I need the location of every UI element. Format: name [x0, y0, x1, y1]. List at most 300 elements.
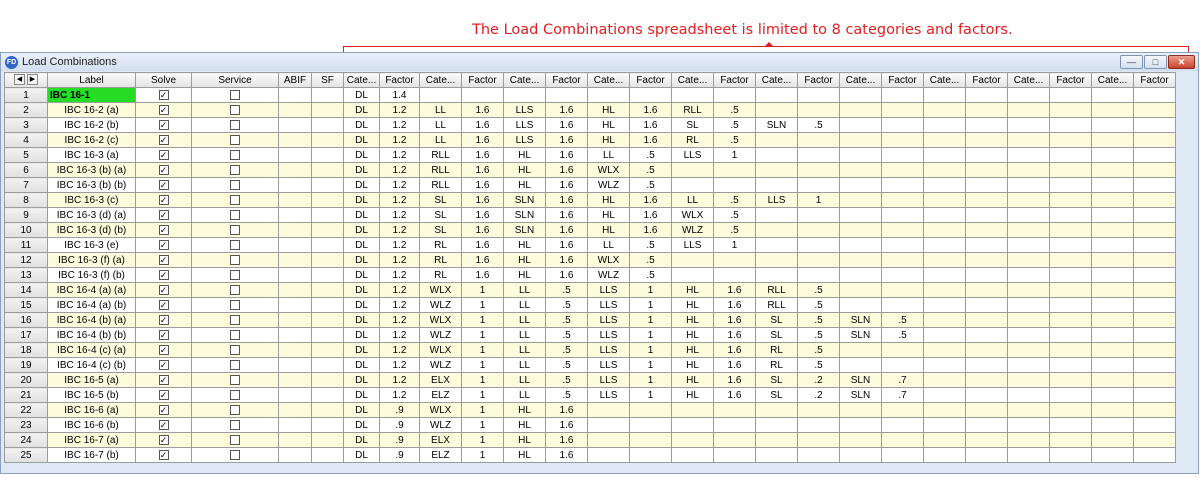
category-cell[interactable]: HL: [504, 178, 546, 193]
factor-cell[interactable]: 1.2: [380, 253, 420, 268]
column-header[interactable]: SF: [312, 73, 344, 88]
column-header[interactable]: Factor: [462, 73, 504, 88]
category-cell[interactable]: LLS: [588, 343, 630, 358]
factor-cell[interactable]: 1.2: [380, 208, 420, 223]
factor-cell[interactable]: 1.6: [462, 178, 504, 193]
factor-cell[interactable]: .5: [798, 118, 840, 133]
factor-cell[interactable]: 1.6: [714, 313, 756, 328]
factor-cell[interactable]: .5: [714, 103, 756, 118]
label-cell[interactable]: IBC 16-3 (b) (a): [48, 163, 136, 178]
category-cell[interactable]: HL: [504, 403, 546, 418]
category-cell[interactable]: [840, 403, 882, 418]
factor-cell[interactable]: [630, 403, 672, 418]
factor-cell[interactable]: [714, 433, 756, 448]
category-cell[interactable]: [1092, 313, 1134, 328]
sf-cell[interactable]: [312, 313, 344, 328]
column-header[interactable]: Service: [192, 73, 279, 88]
factor-cell[interactable]: [798, 223, 840, 238]
sf-cell[interactable]: [312, 388, 344, 403]
sf-cell[interactable]: [312, 163, 344, 178]
factor-cell[interactable]: [1050, 148, 1092, 163]
factor-cell[interactable]: [966, 118, 1008, 133]
factor-cell[interactable]: [1050, 448, 1092, 463]
label-cell[interactable]: IBC 16-4 (c) (a): [48, 343, 136, 358]
category-cell[interactable]: [504, 88, 546, 103]
factor-cell[interactable]: [966, 163, 1008, 178]
factor-cell[interactable]: [798, 403, 840, 418]
factor-cell[interactable]: [1134, 103, 1176, 118]
category-cell[interactable]: [1092, 103, 1134, 118]
factor-cell[interactable]: 1: [462, 403, 504, 418]
abif-cell[interactable]: [279, 253, 312, 268]
factor-cell[interactable]: [1134, 358, 1176, 373]
category-cell[interactable]: [1092, 448, 1134, 463]
category-cell[interactable]: [924, 88, 966, 103]
sf-cell[interactable]: [312, 268, 344, 283]
label-cell[interactable]: IBC 16-3 (c): [48, 193, 136, 208]
label-cell[interactable]: IBC 16-4 (b) (b): [48, 328, 136, 343]
service-checkbox[interactable]: [230, 285, 240, 295]
column-header[interactable]: Factor: [798, 73, 840, 88]
factor-cell[interactable]: 1.6: [546, 133, 588, 148]
category-cell[interactable]: [840, 163, 882, 178]
factor-cell[interactable]: [966, 328, 1008, 343]
category-cell[interactable]: [924, 193, 966, 208]
factor-cell[interactable]: .5: [630, 253, 672, 268]
factor-cell[interactable]: .9: [380, 418, 420, 433]
service-checkbox[interactable]: [230, 450, 240, 460]
factor-cell[interactable]: [1134, 388, 1176, 403]
abif-cell[interactable]: [279, 343, 312, 358]
factor-cell[interactable]: 1.6: [546, 433, 588, 448]
factor-cell[interactable]: 1.6: [630, 223, 672, 238]
category-cell[interactable]: DL: [344, 103, 380, 118]
column-header[interactable]: Solve: [136, 73, 192, 88]
category-cell[interactable]: [1008, 163, 1050, 178]
category-cell[interactable]: SL: [672, 118, 714, 133]
category-cell[interactable]: [1008, 238, 1050, 253]
category-cell[interactable]: LLS: [588, 328, 630, 343]
service-checkbox[interactable]: [230, 195, 240, 205]
factor-cell[interactable]: [882, 268, 924, 283]
factor-cell[interactable]: [882, 208, 924, 223]
factor-cell[interactable]: [966, 373, 1008, 388]
category-cell[interactable]: [1008, 448, 1050, 463]
factor-cell[interactable]: .5: [546, 358, 588, 373]
category-cell[interactable]: [840, 343, 882, 358]
label-cell[interactable]: IBC 16-3 (b) (b): [48, 178, 136, 193]
factor-cell[interactable]: [966, 358, 1008, 373]
abif-cell[interactable]: [279, 163, 312, 178]
category-cell[interactable]: [756, 163, 798, 178]
service-checkbox[interactable]: [230, 435, 240, 445]
solve-checkbox[interactable]: ✓: [159, 389, 168, 400]
factor-cell[interactable]: 1.2: [380, 103, 420, 118]
category-cell[interactable]: SLN: [840, 388, 882, 403]
category-cell[interactable]: DL: [344, 283, 380, 298]
column-header[interactable]: Factor: [546, 73, 588, 88]
label-cell[interactable]: IBC 16-2 (a): [48, 103, 136, 118]
factor-cell[interactable]: [1134, 163, 1176, 178]
factor-cell[interactable]: 1: [630, 358, 672, 373]
factor-cell[interactable]: 1.6: [462, 163, 504, 178]
category-cell[interactable]: HL: [672, 298, 714, 313]
service-checkbox[interactable]: [230, 405, 240, 415]
category-cell[interactable]: [840, 433, 882, 448]
solve-checkbox[interactable]: ✓: [159, 164, 168, 175]
factor-cell[interactable]: 1: [462, 448, 504, 463]
category-cell[interactable]: [1092, 343, 1134, 358]
solve-checkbox[interactable]: ✓: [159, 434, 168, 445]
category-cell[interactable]: DL: [344, 298, 380, 313]
abif-cell[interactable]: [279, 358, 312, 373]
factor-cell[interactable]: [714, 253, 756, 268]
factor-cell[interactable]: 1: [462, 283, 504, 298]
factor-cell[interactable]: [1134, 223, 1176, 238]
category-cell[interactable]: [840, 253, 882, 268]
service-checkbox[interactable]: [230, 345, 240, 355]
label-cell[interactable]: IBC 16-3 (f) (b): [48, 268, 136, 283]
factor-cell[interactable]: .9: [380, 403, 420, 418]
category-cell[interactable]: [756, 403, 798, 418]
factor-cell[interactable]: 1.6: [546, 403, 588, 418]
abif-cell[interactable]: [279, 223, 312, 238]
category-cell[interactable]: [924, 103, 966, 118]
factor-cell[interactable]: [1134, 418, 1176, 433]
category-cell[interactable]: LLS: [672, 148, 714, 163]
label-cell[interactable]: IBC 16-2 (c): [48, 133, 136, 148]
factor-cell[interactable]: [1134, 208, 1176, 223]
category-cell[interactable]: WLX: [672, 208, 714, 223]
category-cell[interactable]: WLX: [588, 163, 630, 178]
factor-cell[interactable]: 1.6: [462, 148, 504, 163]
category-cell[interactable]: [840, 103, 882, 118]
category-cell[interactable]: [1008, 223, 1050, 238]
category-cell[interactable]: LLS: [588, 358, 630, 373]
category-cell[interactable]: LLS: [756, 193, 798, 208]
maximize-button[interactable]: □: [1144, 55, 1167, 69]
solve-checkbox[interactable]: ✓: [159, 419, 168, 430]
category-cell[interactable]: LL: [672, 193, 714, 208]
category-cell[interactable]: [1008, 418, 1050, 433]
category-cell[interactable]: DL: [344, 343, 380, 358]
service-checkbox[interactable]: [230, 270, 240, 280]
factor-cell[interactable]: [714, 448, 756, 463]
category-cell[interactable]: [924, 313, 966, 328]
service-checkbox[interactable]: [230, 390, 240, 400]
factor-cell[interactable]: .5: [714, 118, 756, 133]
category-cell[interactable]: [1008, 403, 1050, 418]
category-cell[interactable]: RLL: [756, 283, 798, 298]
factor-cell[interactable]: .5: [798, 328, 840, 343]
factor-cell[interactable]: .2: [798, 388, 840, 403]
column-header[interactable]: Cate...: [420, 73, 462, 88]
row-number[interactable]: 1: [5, 88, 48, 103]
row-number[interactable]: 17: [5, 328, 48, 343]
solve-checkbox[interactable]: ✓: [159, 374, 168, 385]
row-number[interactable]: 19: [5, 358, 48, 373]
factor-cell[interactable]: .5: [546, 298, 588, 313]
minimize-button[interactable]: —: [1120, 55, 1143, 69]
category-cell[interactable]: [924, 298, 966, 313]
category-cell[interactable]: DL: [344, 148, 380, 163]
category-cell[interactable]: HL: [588, 193, 630, 208]
factor-cell[interactable]: [966, 208, 1008, 223]
category-cell[interactable]: [1092, 358, 1134, 373]
category-cell[interactable]: HL: [504, 163, 546, 178]
factor-cell[interactable]: [630, 418, 672, 433]
factor-cell[interactable]: [966, 448, 1008, 463]
factor-cell[interactable]: 1.2: [380, 133, 420, 148]
category-cell[interactable]: [924, 178, 966, 193]
factor-cell[interactable]: [798, 88, 840, 103]
abif-cell[interactable]: [279, 118, 312, 133]
category-cell[interactable]: DL: [344, 163, 380, 178]
row-number[interactable]: 5: [5, 148, 48, 163]
category-cell[interactable]: RLL: [420, 163, 462, 178]
category-cell[interactable]: [840, 148, 882, 163]
category-cell[interactable]: HL: [672, 343, 714, 358]
sf-cell[interactable]: [312, 433, 344, 448]
factor-cell[interactable]: [882, 343, 924, 358]
nav-next-button[interactable]: ▶: [27, 74, 38, 85]
category-cell[interactable]: [756, 268, 798, 283]
category-cell[interactable]: [924, 148, 966, 163]
category-cell[interactable]: [924, 133, 966, 148]
factor-cell[interactable]: .5: [630, 178, 672, 193]
category-cell[interactable]: LL: [504, 358, 546, 373]
sf-cell[interactable]: [312, 298, 344, 313]
category-cell[interactable]: DL: [344, 268, 380, 283]
category-cell[interactable]: HL: [672, 373, 714, 388]
factor-cell[interactable]: [966, 193, 1008, 208]
category-cell[interactable]: LL: [420, 118, 462, 133]
row-number[interactable]: 11: [5, 238, 48, 253]
column-header[interactable]: Cate...: [588, 73, 630, 88]
category-cell[interactable]: [840, 88, 882, 103]
category-cell[interactable]: SLN: [504, 208, 546, 223]
label-cell[interactable]: IBC 16-4 (a) (a): [48, 283, 136, 298]
category-cell[interactable]: [924, 358, 966, 373]
factor-cell[interactable]: 1.2: [380, 388, 420, 403]
abif-cell[interactable]: [279, 328, 312, 343]
label-cell[interactable]: IBC 16-3 (d) (a): [48, 208, 136, 223]
abif-cell[interactable]: [279, 373, 312, 388]
factor-cell[interactable]: 1: [462, 358, 504, 373]
factor-cell[interactable]: 1: [462, 418, 504, 433]
category-cell[interactable]: LLS: [588, 388, 630, 403]
abif-cell[interactable]: [279, 298, 312, 313]
category-cell[interactable]: [924, 283, 966, 298]
factor-cell[interactable]: [1134, 283, 1176, 298]
category-cell[interactable]: HL: [672, 358, 714, 373]
factor-cell[interactable]: 1.6: [714, 298, 756, 313]
factor-cell[interactable]: [1134, 118, 1176, 133]
label-cell[interactable]: IBC 16-3 (a): [48, 148, 136, 163]
factor-cell[interactable]: .5: [630, 163, 672, 178]
service-checkbox[interactable]: [230, 165, 240, 175]
service-checkbox[interactable]: [230, 240, 240, 250]
abif-cell[interactable]: [279, 178, 312, 193]
factor-cell[interactable]: .5: [882, 328, 924, 343]
row-number[interactable]: 9: [5, 208, 48, 223]
factor-cell[interactable]: [1134, 448, 1176, 463]
factor-cell[interactable]: 1.6: [630, 193, 672, 208]
category-cell[interactable]: HL: [588, 208, 630, 223]
factor-cell[interactable]: [1050, 343, 1092, 358]
category-cell[interactable]: ELZ: [420, 388, 462, 403]
label-cell[interactable]: IBC 16-3 (d) (b): [48, 223, 136, 238]
category-cell[interactable]: LLS: [504, 133, 546, 148]
category-cell[interactable]: RLL: [420, 178, 462, 193]
sf-cell[interactable]: [312, 208, 344, 223]
category-cell[interactable]: LL: [504, 373, 546, 388]
abif-cell[interactable]: [279, 208, 312, 223]
factor-cell[interactable]: [1134, 193, 1176, 208]
factor-cell[interactable]: [966, 268, 1008, 283]
category-cell[interactable]: [1092, 178, 1134, 193]
category-cell[interactable]: [672, 433, 714, 448]
category-cell[interactable]: RL: [420, 268, 462, 283]
label-cell[interactable]: IBC 16-6 (a): [48, 403, 136, 418]
factor-cell[interactable]: 1.2: [380, 313, 420, 328]
factor-cell[interactable]: .5: [714, 193, 756, 208]
category-cell[interactable]: WLZ: [420, 418, 462, 433]
category-cell[interactable]: [1008, 133, 1050, 148]
category-cell[interactable]: [924, 343, 966, 358]
category-cell[interactable]: SLN: [840, 313, 882, 328]
category-cell[interactable]: [1008, 358, 1050, 373]
factor-cell[interactable]: 1: [462, 388, 504, 403]
factor-cell[interactable]: [798, 418, 840, 433]
factor-cell[interactable]: .5: [546, 328, 588, 343]
factor-cell[interactable]: 1: [798, 193, 840, 208]
category-cell[interactable]: RL: [672, 133, 714, 148]
category-cell[interactable]: [924, 388, 966, 403]
factor-cell[interactable]: 1.6: [462, 208, 504, 223]
category-cell[interactable]: WLX: [420, 283, 462, 298]
category-cell[interactable]: [1092, 163, 1134, 178]
category-cell[interactable]: [588, 88, 630, 103]
column-header[interactable]: Cate...: [840, 73, 882, 88]
factor-cell[interactable]: [882, 433, 924, 448]
solve-checkbox[interactable]: ✓: [159, 269, 168, 280]
sf-cell[interactable]: [312, 148, 344, 163]
factor-cell[interactable]: [798, 163, 840, 178]
abif-cell[interactable]: [279, 433, 312, 448]
factor-cell[interactable]: [882, 88, 924, 103]
factor-cell[interactable]: [1050, 238, 1092, 253]
category-cell[interactable]: LL: [420, 103, 462, 118]
factor-cell[interactable]: [966, 403, 1008, 418]
factor-cell[interactable]: 1.6: [630, 118, 672, 133]
factor-cell[interactable]: .5: [546, 283, 588, 298]
factor-cell[interactable]: [882, 118, 924, 133]
solve-checkbox[interactable]: ✓: [159, 239, 168, 250]
factor-cell[interactable]: 1.2: [380, 328, 420, 343]
category-cell[interactable]: LL: [504, 388, 546, 403]
factor-cell[interactable]: [882, 133, 924, 148]
factor-cell[interactable]: [966, 88, 1008, 103]
factor-cell[interactable]: 1.6: [714, 343, 756, 358]
category-cell[interactable]: LL: [504, 328, 546, 343]
category-cell[interactable]: DL: [344, 88, 380, 103]
column-header[interactable]: Factor: [630, 73, 672, 88]
category-cell[interactable]: SLN: [504, 193, 546, 208]
category-cell[interactable]: LLS: [588, 283, 630, 298]
close-button[interactable]: ✕: [1168, 55, 1195, 69]
column-header[interactable]: Cate...: [672, 73, 714, 88]
category-cell[interactable]: WLZ: [588, 268, 630, 283]
category-cell[interactable]: WLX: [588, 253, 630, 268]
factor-cell[interactable]: [630, 88, 672, 103]
category-cell[interactable]: HL: [672, 328, 714, 343]
factor-cell[interactable]: [1050, 283, 1092, 298]
category-cell[interactable]: [840, 193, 882, 208]
category-cell[interactable]: [840, 283, 882, 298]
factor-cell[interactable]: [1134, 298, 1176, 313]
factor-cell[interactable]: [798, 208, 840, 223]
solve-checkbox[interactable]: ✓: [159, 89, 168, 100]
factor-cell[interactable]: 1.6: [462, 193, 504, 208]
category-cell[interactable]: DL: [344, 388, 380, 403]
category-cell[interactable]: [1092, 208, 1134, 223]
label-cell[interactable]: IBC 16-5 (a): [48, 373, 136, 388]
category-cell[interactable]: [840, 448, 882, 463]
solve-checkbox[interactable]: ✓: [159, 449, 168, 460]
factor-cell[interactable]: [882, 178, 924, 193]
factor-cell[interactable]: .5: [714, 223, 756, 238]
solve-checkbox[interactable]: ✓: [159, 104, 168, 115]
sf-cell[interactable]: [312, 178, 344, 193]
factor-cell[interactable]: 1.2: [380, 298, 420, 313]
factor-cell[interactable]: 1.6: [462, 133, 504, 148]
factor-cell[interactable]: [966, 223, 1008, 238]
factor-cell[interactable]: [714, 403, 756, 418]
category-cell[interactable]: [1008, 328, 1050, 343]
abif-cell[interactable]: [279, 103, 312, 118]
factor-cell[interactable]: 1.6: [546, 253, 588, 268]
factor-cell[interactable]: [1050, 133, 1092, 148]
row-number[interactable]: 21: [5, 388, 48, 403]
category-cell[interactable]: [420, 88, 462, 103]
factor-cell[interactable]: [1050, 328, 1092, 343]
category-cell[interactable]: [756, 448, 798, 463]
sf-cell[interactable]: [312, 118, 344, 133]
factor-cell[interactable]: [1134, 268, 1176, 283]
factor-cell[interactable]: 1: [462, 433, 504, 448]
category-cell[interactable]: [1092, 373, 1134, 388]
category-cell[interactable]: DL: [344, 403, 380, 418]
factor-cell[interactable]: [882, 298, 924, 313]
category-cell[interactable]: HL: [504, 148, 546, 163]
category-cell[interactable]: [840, 208, 882, 223]
category-cell[interactable]: LLS: [588, 298, 630, 313]
category-cell[interactable]: [756, 103, 798, 118]
factor-cell[interactable]: [1050, 298, 1092, 313]
factor-cell[interactable]: 1.6: [546, 223, 588, 238]
category-cell[interactable]: [588, 433, 630, 448]
category-cell[interactable]: SL: [756, 313, 798, 328]
label-cell[interactable]: IBC 16-4 (a) (b): [48, 298, 136, 313]
category-cell[interactable]: [1092, 268, 1134, 283]
category-cell[interactable]: WLX: [420, 313, 462, 328]
category-cell[interactable]: LLS: [588, 373, 630, 388]
solve-checkbox[interactable]: ✓: [159, 359, 168, 370]
category-cell[interactable]: [924, 163, 966, 178]
sf-cell[interactable]: [312, 448, 344, 463]
category-cell[interactable]: [1092, 88, 1134, 103]
